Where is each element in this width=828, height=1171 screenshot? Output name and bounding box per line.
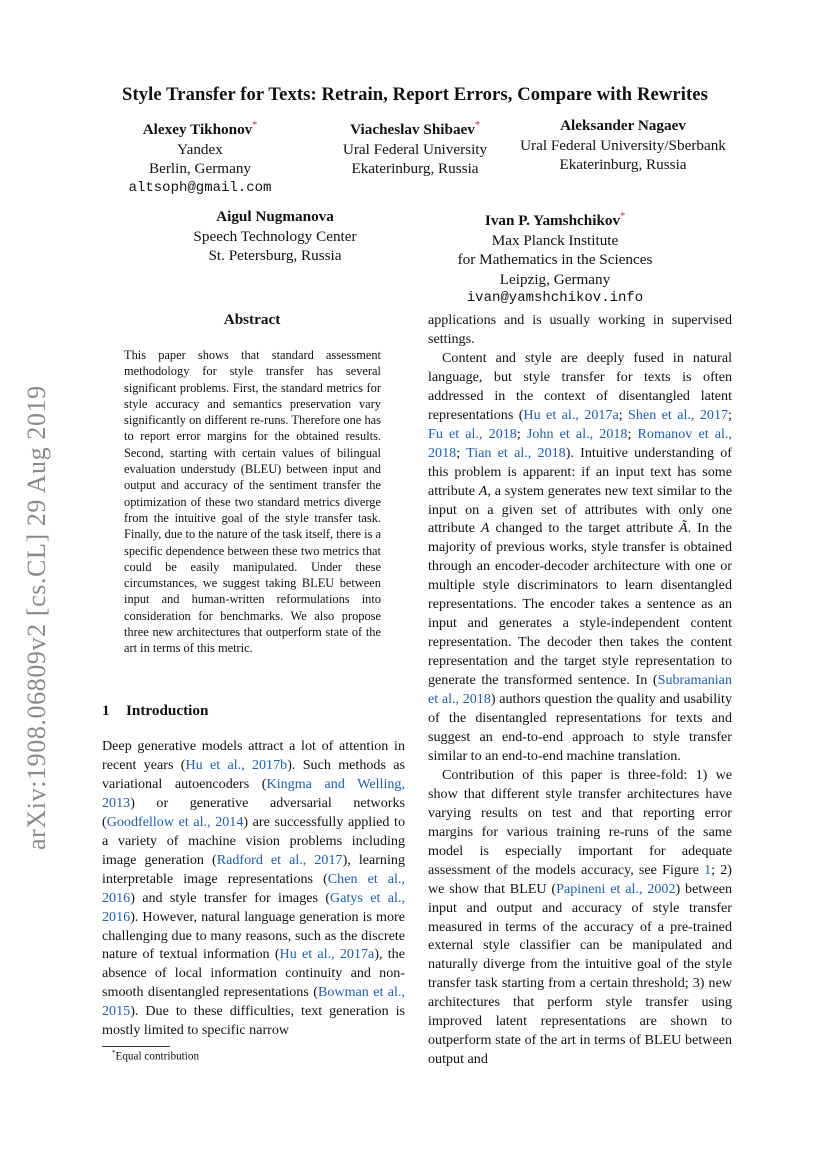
author-location: Ekaterinburg, Russia (559, 156, 687, 174)
author-affiliation: Ural Federal University/Sberbank (520, 136, 726, 154)
citation-link[interactable]: Hu et al., 2017b (185, 756, 288, 773)
equal-contribution-mark: * (252, 120, 258, 131)
author-location: Ekaterinburg, Russia (351, 160, 479, 178)
author-name: Aigul Nugmanova (216, 208, 334, 225)
intro-paragraph: Content and style are deeply fused in natural language, but style transfer for texts is often addressed in the context of disentangled latent representations (Hu et al., 2017a; Shen et al., 2017; Fu et al., 2018; John et al., 2018; Romanov et al., 2018; Tian et al., 2018). Intuitive understanding of this problem is apparent: if an input text has some attribute A, a system generates new text similar to the input on a given set of attributes with only one attribute A changed to the target attribute Ã. In the majority of previous works, style transfer is obtained through an encoder-decoder architecture with one or multiple style discriminators to learn disentangled representations. The encoder takes a sentence as an input and generates a style-independent content representation. The decoder then takes the content representation and the target style representation to generate the transformed sentence. In (Subramanian et al., 2018) authors question the quality and usability of the disentangled representations for texts and suggest an end-to-end approach to style transfer similar to an end-to-end machine translation. (428, 349, 733, 764)
section-heading (102, 702, 208, 720)
section-title: Introduction (126, 702, 209, 719)
author-location: Leipzig, Germany (499, 270, 611, 288)
footnote-divider (102, 1046, 170, 1047)
abstract-text: This paper shows that standard assessment methodology for style transfer has several significant problems. First, the standard metrics for style accuracy and semantics preservation vary significantly on different re-runs. Therefore one has to report error margins for the obtained results. Second, starting with certain values of bilingual evaluation understudy (BLEU) between input and output and accuracy of the sentiment transfer the optimization of these two standard metrics diverge from the intuitive goal of the style transfer task. Finally, due to the nature of the task itself, there is a specific dependence between these two metrics that could be easily manipulated. Under these circumstances, we suggest taking BLEU between input and human-written reformulations into consideration for benchmarks. We also propose three new architectures that outperform state of the art in terms of this metric. (124, 348, 381, 656)
citation-link[interactable]: Fu et al., 2018 (428, 425, 517, 442)
author-block (180, 207, 370, 266)
author-email[interactable]: altsoph@gmail.com (128, 179, 272, 196)
citation-link[interactable]: Bowman et al., 2015 (102, 984, 406, 1020)
author-affiliation: Yandex (177, 140, 223, 158)
author-block (115, 116, 285, 198)
citation-link[interactable]: Hu et al., 2017a (279, 946, 375, 963)
equal-contribution-mark: * (620, 211, 626, 222)
math-symbol: Ã (679, 520, 688, 537)
author-name: Alexey Tikhonov (142, 121, 253, 139)
intro-paragraph: Deep generative models attract a lot of attention in recent years (Hu et al., 2017b). Such methods as variational autoencoders (Kingma and Welling, 2013) or generative adversarial networks (Goodfellow et al., 2014) are successfully applied to a variety of machine vision problems including image generation (Radford et al., 2017), learning interpretable image representations (Chen et al., 2016) and style transfer for images (Gatys et al., 2016). However, natural language generation is more challenging due to many reasons, such as the discrete nature of textual information (Hu et al., 2017a), the absence of local information continuity and non-smooth disentangled representations (Bowman et al., 2015). Due to these difficulties, text generation is mostly limited to specific narrow (102, 738, 406, 1039)
author-block (435, 207, 675, 309)
intro-right-column (428, 311, 732, 1069)
author-block (508, 116, 738, 175)
math-symbol: A (478, 482, 488, 499)
citation-link[interactable]: Romanov et al., 2018 (428, 425, 732, 461)
paper-title: Style Transfer for Texts: Retrain, Report Errors, Compare with Rewrites (122, 84, 708, 105)
author-email[interactable]: ivan@yamshchikov.info (466, 290, 644, 307)
citation-link[interactable]: Subramanian et al., 2018 (428, 672, 732, 708)
citation-link[interactable]: John et al., 2018 (526, 425, 628, 442)
author-affiliation: Speech Technology Center (193, 227, 357, 245)
footnote-mark: * (112, 1049, 116, 1057)
citation-link[interactable]: Papineni et al., 2002 (556, 880, 676, 897)
equal-contribution-mark: * (474, 120, 480, 131)
citation-link[interactable]: Shen et al., 2017 (628, 406, 729, 423)
citation-link[interactable]: Goodfellow et al., 2014 (106, 813, 244, 830)
author-affiliation-line: for Mathematics in the Sciences (457, 251, 653, 269)
section-number: 1 (102, 702, 110, 719)
citation-link[interactable]: Tian et al., 2018 (466, 444, 566, 461)
author-location: St. Petersburg, Russia (208, 247, 342, 265)
citation-link[interactable]: Hu et al., 2017a (523, 406, 619, 423)
intro-paragraph: applications and is usually working in supervised settings. (428, 312, 732, 347)
author-affiliation: Max Planck Institute (491, 231, 619, 249)
math-symbol: A (480, 520, 490, 537)
author-location: Berlin, Germany (148, 160, 252, 178)
citation-link[interactable]: Chen et al., 2016 (102, 870, 405, 906)
footnote-text: Equal contribution (115, 1050, 200, 1063)
author-affiliation: Ural Federal University (342, 140, 488, 158)
footnote (112, 1049, 199, 1063)
author-name: Ivan P. Yamshchikov (484, 212, 621, 230)
abstract-heading: Abstract (223, 311, 281, 328)
citation-link[interactable]: Kingma and Welling, 2013 (102, 775, 406, 811)
citation-link[interactable]: Gatys et al., 2016 (102, 889, 405, 925)
intro-paragraph: Contribution of this paper is three-fold: 1) we show that different style transfer architectures have varying results on test and that reporting error margins for various training re-runs of the same model is especially important for adequate assessment of the models accuracy, see Figure 1; 2) we show that BLEU (Papineni et al., 2002) between input and output and accuracy of style transfer measured in terms of the accuracy of a pre-trained external style classifier can be manipulated and naturally diverge from the intuitive goal of the style transfer task starting from a certain threshold; 3) new architectures that perform style transfer using improved latent representations are shown to outperform state of the art in terms of BLEU between output and (428, 766, 733, 1068)
author-block (335, 116, 495, 179)
intro-left-column (102, 737, 405, 1040)
arxiv-identifier[interactable]: arXiv:1908.06809v2 [cs.CL] 29 Aug 2019 (22, 385, 51, 850)
author-name: Viacheslav Shibaev (350, 121, 475, 139)
figure-link[interactable]: 1 (704, 861, 712, 878)
author-name: Aleksander Nagaev (560, 117, 686, 134)
citation-link[interactable]: Radford et al., 2017 (216, 851, 343, 868)
